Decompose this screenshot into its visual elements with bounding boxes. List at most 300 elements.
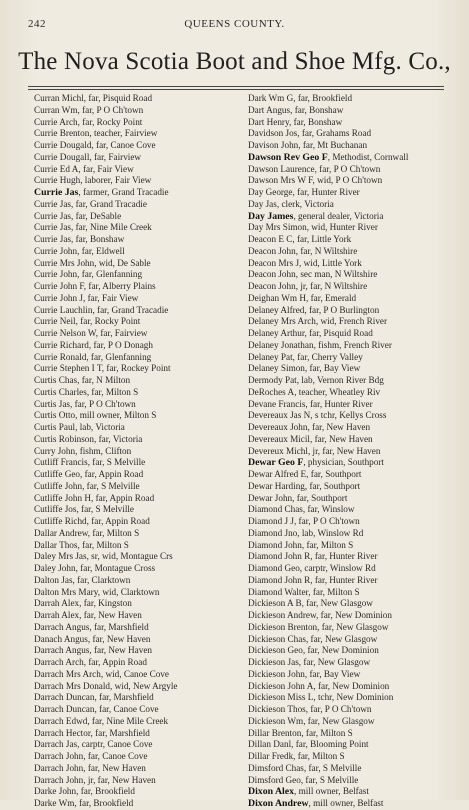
directory-entry (248, 305, 460, 317)
directory-entry (34, 786, 246, 798)
entry-detail: , farmer, Grand Tracadie (78, 187, 169, 197)
entry-name: Diamond Jno (248, 527, 298, 538)
entry-name: Diamond J J (248, 516, 294, 526)
entry-detail: , wid, P O Ch'town (312, 175, 383, 186)
entry-name: Delaney Simon (248, 363, 305, 374)
entry-detail: , lab, Vernon River Bdg (296, 375, 384, 385)
directory-entry (34, 657, 246, 669)
entry-detail: , far, New Dominion (316, 610, 392, 620)
entry-detail: , far, Hunter River (310, 551, 378, 562)
directory-entry (34, 563, 246, 575)
entry-name: Devane Francis (248, 398, 306, 409)
directory-entry (34, 152, 246, 164)
directory-entry (34, 645, 246, 657)
entry-detail: , far, Canoe Cove (83, 751, 148, 761)
entry-detail: , far, Grand Tracadie (92, 304, 169, 315)
entry-detail: , far, Brookfield (76, 786, 135, 797)
entry-name: Deighan Wm H (248, 292, 307, 303)
entry-detail: , far, New Glasgow (317, 621, 389, 632)
entry-name: Currie Hugh (34, 175, 81, 186)
directory-entry (248, 258, 460, 270)
directory-entry (248, 434, 460, 446)
entry-name: Cutliffe Geo (34, 469, 81, 479)
entry-detail: , far, Southport (292, 492, 348, 503)
entry-name: Darrach Jas (34, 739, 78, 750)
entry-detail: , far, Victoria (93, 433, 143, 444)
directory-entry (248, 657, 460, 669)
advertising-banner: The Nova Scotia Boot and Shoe Mfg. Co., (18, 48, 451, 75)
entry-detail: , far, Bay View (304, 363, 361, 374)
entry-name: Dermody Pat (248, 375, 297, 385)
directory-entry (248, 528, 460, 540)
directory-entry (248, 469, 460, 481)
entry-name: Darrach Edwd (34, 715, 88, 726)
entry-detail: , fishm, Clifton (75, 445, 132, 456)
entry-name: Darrach John (34, 762, 84, 773)
entry-name: Currie John J (34, 292, 83, 303)
directory-entry (34, 469, 246, 481)
directory-entry (34, 457, 246, 469)
entry-name: Dark Wm G (248, 93, 294, 103)
entry-name: Curry John (34, 445, 76, 456)
entry-detail: , jr, far, N Wiltshire (295, 281, 368, 291)
entry-name: Dickieson Brenton (248, 621, 318, 632)
entry-detail: , far, Hunter River (305, 398, 373, 409)
entry-name: Cutliffe John H (34, 492, 91, 503)
entry-name: Dewar Alfred E (248, 469, 307, 479)
directory-entry (34, 387, 246, 399)
directory-entry (34, 105, 246, 117)
entry-name: Devereaux Jas N (248, 410, 311, 421)
directory-entry (248, 140, 460, 152)
entry-name: Devereaux John (248, 422, 308, 432)
directory-entry (248, 786, 460, 798)
entry-detail: , far, S Melville (300, 774, 359, 785)
entry-detail: , far, Southport (304, 480, 361, 491)
entry-detail: , far, Brookfield (293, 93, 353, 103)
entry-name: Dickieson John A (248, 680, 314, 691)
page-number: 242 (28, 18, 46, 30)
entry-detail: , far, New Dominion (313, 680, 390, 691)
entry-name: Dawson Mrs W F (248, 175, 313, 186)
entry-name: Dickieson Chas (248, 633, 306, 644)
entry-name: Dewar Harding (248, 480, 305, 491)
entry-detail: , far, Fair View (78, 163, 134, 174)
directory-entry (34, 269, 246, 281)
directory-entry (34, 340, 246, 352)
directory-entry (34, 775, 246, 787)
entry-name: Davidson Jos (248, 128, 298, 139)
entry-name: Currie Jas (34, 187, 79, 198)
directory-entry (34, 211, 246, 223)
entry-name: Dickieson Jas (248, 657, 299, 667)
entry-detail: , far, New Glasgow (303, 715, 375, 726)
entry-name: Day George (248, 187, 293, 197)
entry-name: Dickieson Geo (248, 645, 303, 656)
directory-entry (248, 387, 460, 399)
entry-detail: , far, P O Ch'town (305, 704, 372, 714)
entry-detail: , sr, wid, Montague Crs (86, 551, 173, 562)
directory-entry (248, 211, 460, 223)
entry-name: Day James (248, 210, 294, 222)
entry-detail: , far, Fairview (89, 151, 142, 162)
entry-detail: , far, New Haven (307, 422, 371, 432)
directory-entry (34, 751, 246, 763)
entry-detail: , far, P O Burlington (304, 304, 380, 315)
directory-entry (34, 352, 246, 364)
entry-name: Deacon John (248, 281, 296, 291)
directory-entry (34, 93, 246, 105)
entry-name: Devereux Michl (248, 445, 308, 456)
directory-entry (34, 610, 246, 622)
entry-name: Davison John (248, 140, 299, 150)
entry-name: Darrah Alex (34, 598, 80, 609)
entry-detail: , far, Grand Tracadie (71, 198, 147, 209)
directory-entry (34, 399, 246, 411)
entry-detail: , far, P O Ch'town (77, 104, 144, 115)
entry-detail: , mill owner, Milton S (75, 410, 157, 421)
entry-detail: , far, Appin Road (91, 492, 155, 503)
directory-entry (248, 575, 460, 587)
entry-detail: , laborer, Fair View (80, 175, 152, 186)
entry-detail: , far, Glenfanning (77, 269, 143, 280)
entry-name: Currie Dougall (34, 151, 90, 162)
entry-detail: , lab, Victoria (75, 422, 125, 432)
entry-name: Dallar Andrew (34, 527, 88, 538)
left-column (34, 93, 246, 810)
directory-entry (34, 375, 246, 387)
directory-entry (248, 775, 460, 787)
entry-name: Darrach John (34, 774, 84, 785)
entry-detail: , far, Milton S (301, 539, 354, 550)
entry-name: Darrach Duncan (34, 704, 95, 714)
right-column (248, 93, 460, 810)
directory-entry (248, 704, 460, 716)
directory-entry (34, 446, 246, 458)
entry-detail: , far, Pisquid Road (304, 328, 373, 338)
entry-detail: , wid, Little York (299, 257, 362, 268)
directory-entry (248, 199, 460, 211)
entry-name: Delaney Alfred (248, 304, 305, 315)
entry-detail: , far, Fairview (95, 328, 148, 338)
entry-detail: , far, Nine Mile Creek (71, 222, 152, 233)
entry-name: Delaney Arthur (248, 328, 305, 338)
directory-entry (248, 692, 460, 704)
directory-entry (248, 610, 460, 622)
entry-name: Curtis Paul (34, 422, 76, 432)
directory-entry (248, 681, 460, 693)
entry-name: Currie Brenton (34, 128, 90, 139)
entry-detail: , wid, Clarktown (97, 586, 160, 597)
directory-entry (34, 669, 246, 681)
entry-detail: , sec man, N Wiltshire (295, 269, 378, 280)
entry-detail: , far, Appin Road (86, 516, 150, 526)
entry-name: Dickieson A B (248, 598, 302, 609)
entry-name: Currie Stephen I T (34, 363, 102, 374)
entry-name: Dallar Thos (34, 539, 78, 550)
entry-detail: , wid, French River (315, 316, 388, 327)
entry-name: Currie Arch (34, 116, 78, 127)
entry-detail: , far, N Milton (77, 375, 131, 385)
entry-name: Dart Henry (248, 116, 289, 127)
directory-entry (34, 117, 246, 129)
entry-name: Diamond Geo (248, 563, 300, 573)
entry-detail: , carptr, Canoe Cove (77, 739, 153, 750)
entry-name: Dawson Laurence (248, 163, 315, 174)
directory-entry (248, 728, 460, 740)
entry-detail: , far, Hunter River (292, 187, 360, 197)
entry-detail: , far, Montague Cross (75, 563, 156, 573)
directory-entry (248, 716, 460, 728)
entry-detail: , far, Milton S (308, 586, 360, 597)
entry-detail: , far, New Haven (83, 762, 146, 773)
entry-detail: , far, P O Ch'town (314, 163, 381, 174)
directory-entry (34, 575, 246, 587)
entry-detail: , carptr, Winslow Rd (299, 563, 376, 573)
entry-name: Darrach Angus (34, 645, 90, 656)
directory-entry (248, 622, 460, 634)
entry-detail: , far, Nine Mile Creek (87, 715, 169, 726)
entry-detail: , far, Fair View (83, 292, 139, 303)
entry-detail: , far, Alberry Plains (83, 281, 156, 291)
entry-name: Currie Ronald (34, 351, 87, 362)
entry-name: Diamond Chas (248, 504, 303, 515)
entry-name: Dixon Alex (248, 786, 294, 798)
entry-detail: , fishm, French River (313, 339, 392, 350)
directory-entry (248, 410, 460, 422)
directory-entry (34, 481, 246, 493)
directory-entry (34, 516, 246, 528)
entry-detail: , far, Rocky Point (75, 316, 141, 327)
directory-entry (248, 516, 460, 528)
directory-entry (248, 563, 460, 575)
entry-name: Dickieson Wm (248, 715, 304, 726)
entry-name: Cutliffe Richd (34, 516, 87, 526)
entry-name: Deacon John (248, 269, 296, 280)
entry-name: Dewar John (248, 492, 293, 503)
directory-entry (34, 434, 246, 446)
directory-entry (34, 305, 246, 317)
entry-name: Danach Angus (34, 633, 88, 644)
directory-entry (248, 164, 460, 176)
entry-detail: , clerk, Victoria (276, 198, 334, 209)
entry-detail: , lab, Winslow Rd (297, 527, 364, 538)
entry-name: Day Jas (248, 198, 277, 209)
entry-detail: , far, Little York (292, 234, 352, 244)
entry-name: Deacon E C (248, 234, 293, 244)
entry-detail: , far, P O Donagh (88, 339, 153, 350)
entry-name: Delaney Pat (248, 351, 293, 362)
directory-entry (248, 340, 460, 352)
directory-entry (248, 293, 460, 305)
entry-detail: , wid, De Sable (94, 257, 151, 268)
directory-entry (248, 281, 460, 293)
entry-name: Diamond Walter (248, 586, 309, 597)
entry-detail: , teacher, Fairview (89, 128, 158, 139)
directory-entry (34, 316, 246, 328)
entry-name: Currie Mrs John (34, 257, 95, 268)
directory-entry (34, 281, 246, 293)
directory-entry (34, 222, 246, 234)
entry-detail: , far, New Haven (87, 633, 151, 644)
entry-name: Dalton Mrs Mary (34, 586, 98, 597)
entry-detail: , jr, far, New Haven (83, 774, 156, 785)
entry-name: Dimsford Chas (248, 762, 304, 773)
banner-rule-top (28, 86, 444, 87)
directory-entry (248, 316, 460, 328)
entry-detail: , general dealer, Victoria (293, 210, 384, 221)
entry-detail: , far, Kingston (79, 598, 132, 609)
entry-name: Diamond John R (248, 574, 311, 585)
entry-name: Diamond John R (248, 551, 311, 562)
entry-name: Curtis Jas (34, 398, 70, 409)
directory-entry (248, 234, 460, 246)
entry-name: Curtis Otto (34, 410, 76, 421)
entry-detail: , s tchr, Kellys Cross (310, 410, 387, 421)
entry-name: Deacon John (248, 245, 296, 256)
entry-detail: , far, Mt Buchanan (298, 140, 368, 150)
entry-detail: , far, N Wiltshire (295, 245, 358, 256)
entry-detail: , far, Clarktown (72, 574, 131, 585)
entry-detail: , far, Grahams Road (297, 128, 372, 139)
entry-detail: , far, New Dominion (302, 645, 379, 656)
directory-entry (34, 681, 246, 693)
entry-detail: , far, DeSable (71, 210, 122, 221)
entry-detail: , far, S Melville (76, 504, 135, 515)
entry-detail: , tchr, New Dominion (313, 692, 394, 703)
entry-name: Curran Wm (34, 104, 78, 115)
directory-entry (248, 187, 460, 199)
entry-detail: , far, Pisquid Road (83, 93, 153, 103)
directory-entry (34, 763, 246, 775)
directory-entry (34, 493, 246, 505)
directory-entry (248, 504, 460, 516)
entry-detail: , far, Winslow (302, 504, 355, 515)
directory-entry (34, 728, 246, 740)
directory-entry (248, 669, 460, 681)
entry-detail: , far, New Haven (89, 645, 153, 656)
directory-entry (248, 117, 460, 129)
entry-detail: , jr, far, New Haven (307, 445, 381, 456)
directory-entry (248, 352, 460, 364)
directory-entry (34, 140, 246, 152)
entry-detail: , far, Rockey Point (101, 363, 171, 374)
entry-name: DeRoches A (248, 386, 295, 397)
entry-detail: , far, New Haven (310, 433, 373, 444)
entry-name: Devereaux Micil (248, 433, 310, 444)
entry-detail: , physician, Southport (303, 457, 384, 468)
directory-entry (34, 634, 246, 646)
entry-detail: , far, Bonshaw (288, 116, 343, 127)
entry-name: Delaney Jonathan (248, 339, 314, 350)
directory-entry (34, 528, 246, 540)
entry-detail: , far, New Glasgow (305, 633, 378, 644)
entry-name: Darrach Mrs Arch (34, 668, 101, 679)
entry-name: Currie Neil (34, 316, 76, 327)
entry-detail: , far, S Melville (303, 762, 362, 773)
directory-entry (248, 269, 460, 281)
banner-rule-bottom (28, 89, 444, 90)
entry-name: Darrach Mrs Donald (34, 680, 111, 691)
directory-entry (34, 199, 246, 211)
directory-entry (248, 493, 460, 505)
entry-name: Cutliffe John (34, 480, 83, 491)
entry-detail: , far, Eldwell (77, 245, 125, 256)
directory-entry (248, 375, 460, 387)
directory-entry (248, 587, 460, 599)
directory-entry (248, 128, 460, 140)
entry-name: Dickieson John (248, 668, 305, 679)
page-header (0, 18, 469, 32)
directory-entry (248, 645, 460, 657)
directory-entry (248, 446, 460, 458)
entry-detail: , far, Milton S (301, 727, 353, 738)
entry-detail: , far, P O Ch'town (293, 516, 360, 526)
directory-entry (34, 234, 246, 246)
entry-detail: , far, Milton S (77, 539, 129, 550)
entry-name: Curtis Robinson (34, 433, 94, 444)
entry-detail: , mill owner, Belfast (294, 786, 369, 797)
entry-detail: , wid, New Argyle (110, 680, 178, 691)
entry-detail: , far, Rocky Point (77, 116, 143, 127)
entry-detail: , far, Canoe Cove (94, 704, 159, 714)
entry-detail: , far, Milton S (86, 386, 139, 397)
entry-detail: , teacher, Wheatley Riv (294, 386, 381, 397)
directory-entry (34, 551, 246, 563)
entry-detail: , mill owner, Belfast (308, 798, 384, 808)
entry-name: Dimsford Geo (248, 774, 301, 785)
directory-entry (34, 128, 246, 140)
directory-entry (248, 551, 460, 563)
entry-name: Deacon Mrs J (248, 257, 300, 268)
entry-detail: , far, Emerald (306, 292, 357, 303)
entry-detail: , wid, Canoe Cove (100, 668, 169, 679)
directory-entry (248, 152, 460, 164)
entry-name: Cutliff Francis (34, 457, 88, 468)
entry-detail: , far, Bay View (304, 668, 361, 679)
directory-entry (34, 187, 246, 199)
entry-name: Dillar Fredk (248, 751, 294, 761)
entry-detail: , far, Brookfield (74, 798, 134, 808)
entry-name: Currie Richard (34, 339, 89, 350)
entry-detail: , far, Bonshaw (290, 104, 344, 115)
running-head: QUEENS COUNTY. (184, 18, 285, 30)
directory-entry (34, 164, 246, 176)
entry-name: Curran Michl (34, 93, 84, 103)
entry-detail: , far, New Glasgow (298, 657, 371, 667)
entry-name: Darrach Arch (34, 657, 84, 667)
entry-detail: , far, New Haven (79, 610, 142, 620)
entry-name: Dewar Geo F (248, 457, 304, 469)
entry-detail: , far, Glenfanning (86, 351, 152, 362)
entry-name: Currie Jas (34, 222, 71, 233)
entry-detail: , far, Bonshaw (71, 234, 125, 244)
entry-detail: , Methodist, Cornwall (327, 151, 409, 162)
directory-entry (34, 739, 246, 751)
directory-entry (34, 422, 246, 434)
entry-detail: , far, Appin Road (83, 657, 147, 667)
entry-name: Darrach Duncan (34, 692, 95, 703)
directory-entry (248, 634, 460, 646)
entry-detail: , far, Marshfield (94, 692, 154, 703)
entry-detail: , far, Cherry Valley (292, 351, 363, 362)
directory-entry (248, 739, 460, 751)
directory-entry (248, 422, 460, 434)
entry-name: Currie Jas (34, 234, 71, 244)
entry-detail: , far, S Melville (82, 480, 140, 491)
directory-entry (248, 751, 460, 763)
entry-detail: , far, Hunter River (310, 574, 378, 585)
